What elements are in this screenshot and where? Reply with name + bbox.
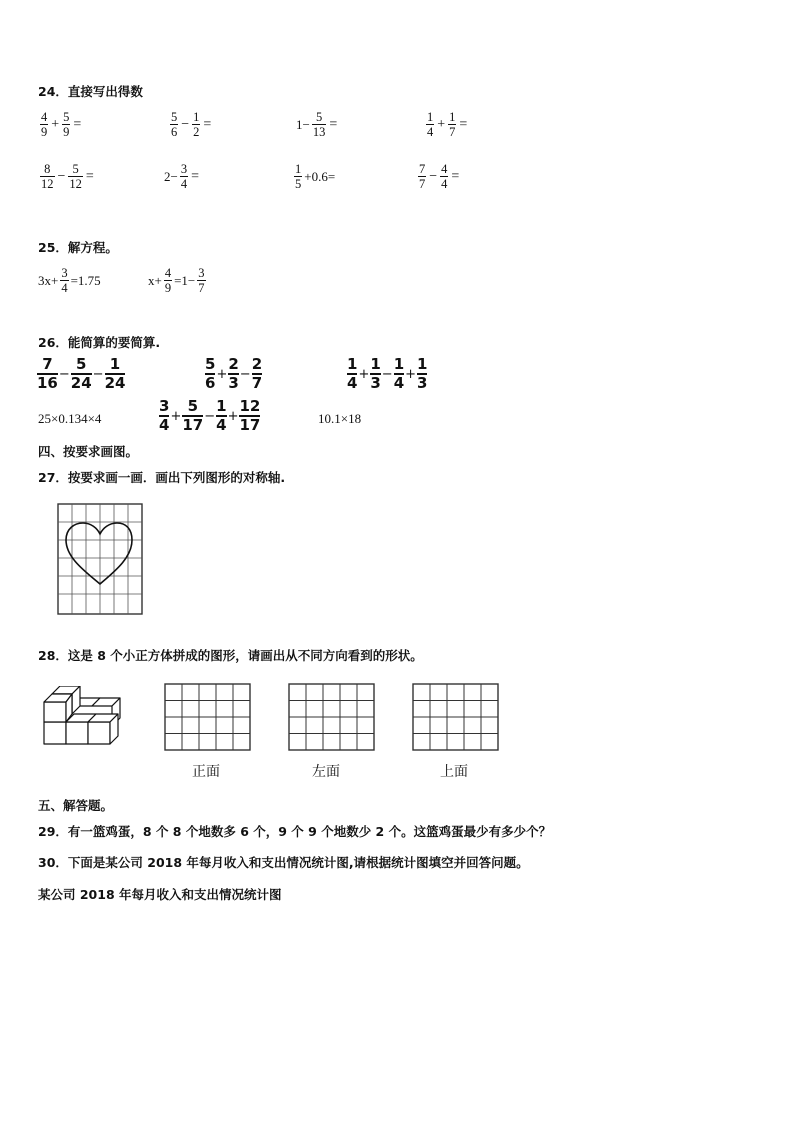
q24-expr-3: 1− $\frac{5}{13}$ =: [296, 110, 338, 139]
q30-chart-title: 某公司 2018 年每月收入和支出情况统计图: [38, 887, 282, 902]
top-view-grid: [412, 683, 500, 753]
q26-expr-3: $\frac{1}{4}$ + $\frac{1}{3}$ − $\frac{1}{4}$ + $\frac{1}{3}$: [347, 355, 428, 392]
top-view-label: 上面: [440, 764, 468, 780]
q24-expr-5: $\frac{8}{12}$ − $\frac{5}{12}$ =: [41, 162, 94, 191]
q26-expr-5: $\frac{3}{4}$ + $\frac{5}{17}$ − $\frac{1}{4}$ + $\frac{12}{17}$: [159, 397, 261, 434]
q26-expr-2: $\frac{5}{6}$ + $\frac{2}{3}$ − $\frac{2}{7}$: [205, 355, 263, 392]
section-5-heading: 五、解答题。: [38, 798, 114, 813]
section-4-heading: 四、按要求画图。: [38, 444, 139, 459]
heart-shape: [66, 523, 132, 584]
left-view-label: 左面: [312, 764, 340, 780]
q27-title: 27．按要求画一画．画出下列图形的对称轴.: [38, 470, 286, 485]
q24-expr-7: $\frac{1}{5}$ +0.6=: [295, 162, 336, 191]
q26-expr-4: 25×0.134×4: [38, 411, 102, 426]
q28-title: 28．这是 8 个小正方体拼成的图形，请画出从不同方向看到的形状。: [38, 648, 423, 663]
q26-expr-6: 10.1×18: [318, 411, 362, 426]
q24-expr-6: 2− $\frac{3}{4}$ =: [164, 162, 199, 191]
q24-expr-8: $\frac{7}{7}$ − $\frac{4}{4}$ =: [419, 162, 460, 191]
q25-equation-1: 3x+ $\frac{3}{4}$ =1.75: [38, 266, 101, 295]
front-view-grid: [164, 683, 252, 753]
q25-equation-2: x+ $\frac{4}{9}$ =1− $\frac{3}{7}$: [148, 266, 205, 295]
cube-stack-figure: [42, 686, 126, 748]
q24-expr-4: $\frac{1}{4}$ + $\frac{1}{7}$ =: [427, 110, 468, 139]
q29-text: 29．有一篮鸡蛋，8 个 8 个地数多 6 个，9 个 9 个地数少 2 个。这篮鸡蛋最少有多少个？: [38, 824, 552, 839]
q25-title: 25．解方程。: [38, 240, 118, 255]
front-view-label: 正面: [192, 764, 220, 780]
q24-expr-2: $\frac{5}{6}$ − $\frac{1}{2}$ =: [171, 110, 212, 139]
q26-title: 26．能简算的要简算.: [38, 335, 161, 350]
heart-grid-figure: [56, 502, 144, 618]
q24-expr-1: $\frac{4}{9}$ + $\frac{5}{9}$ =: [41, 110, 82, 139]
left-view-grid: [288, 683, 376, 753]
q26-expr-1: $\frac{7}{16}$ − $\frac{5}{24}$ − $\frac{1}{24}$: [37, 355, 126, 392]
q30-text: 30．下面是某公司 2018 年每月收入和支出情况统计图,请根据统计图填空并回答问题。: [38, 855, 529, 870]
q24-title: 24．直接写出得数: [38, 84, 143, 99]
